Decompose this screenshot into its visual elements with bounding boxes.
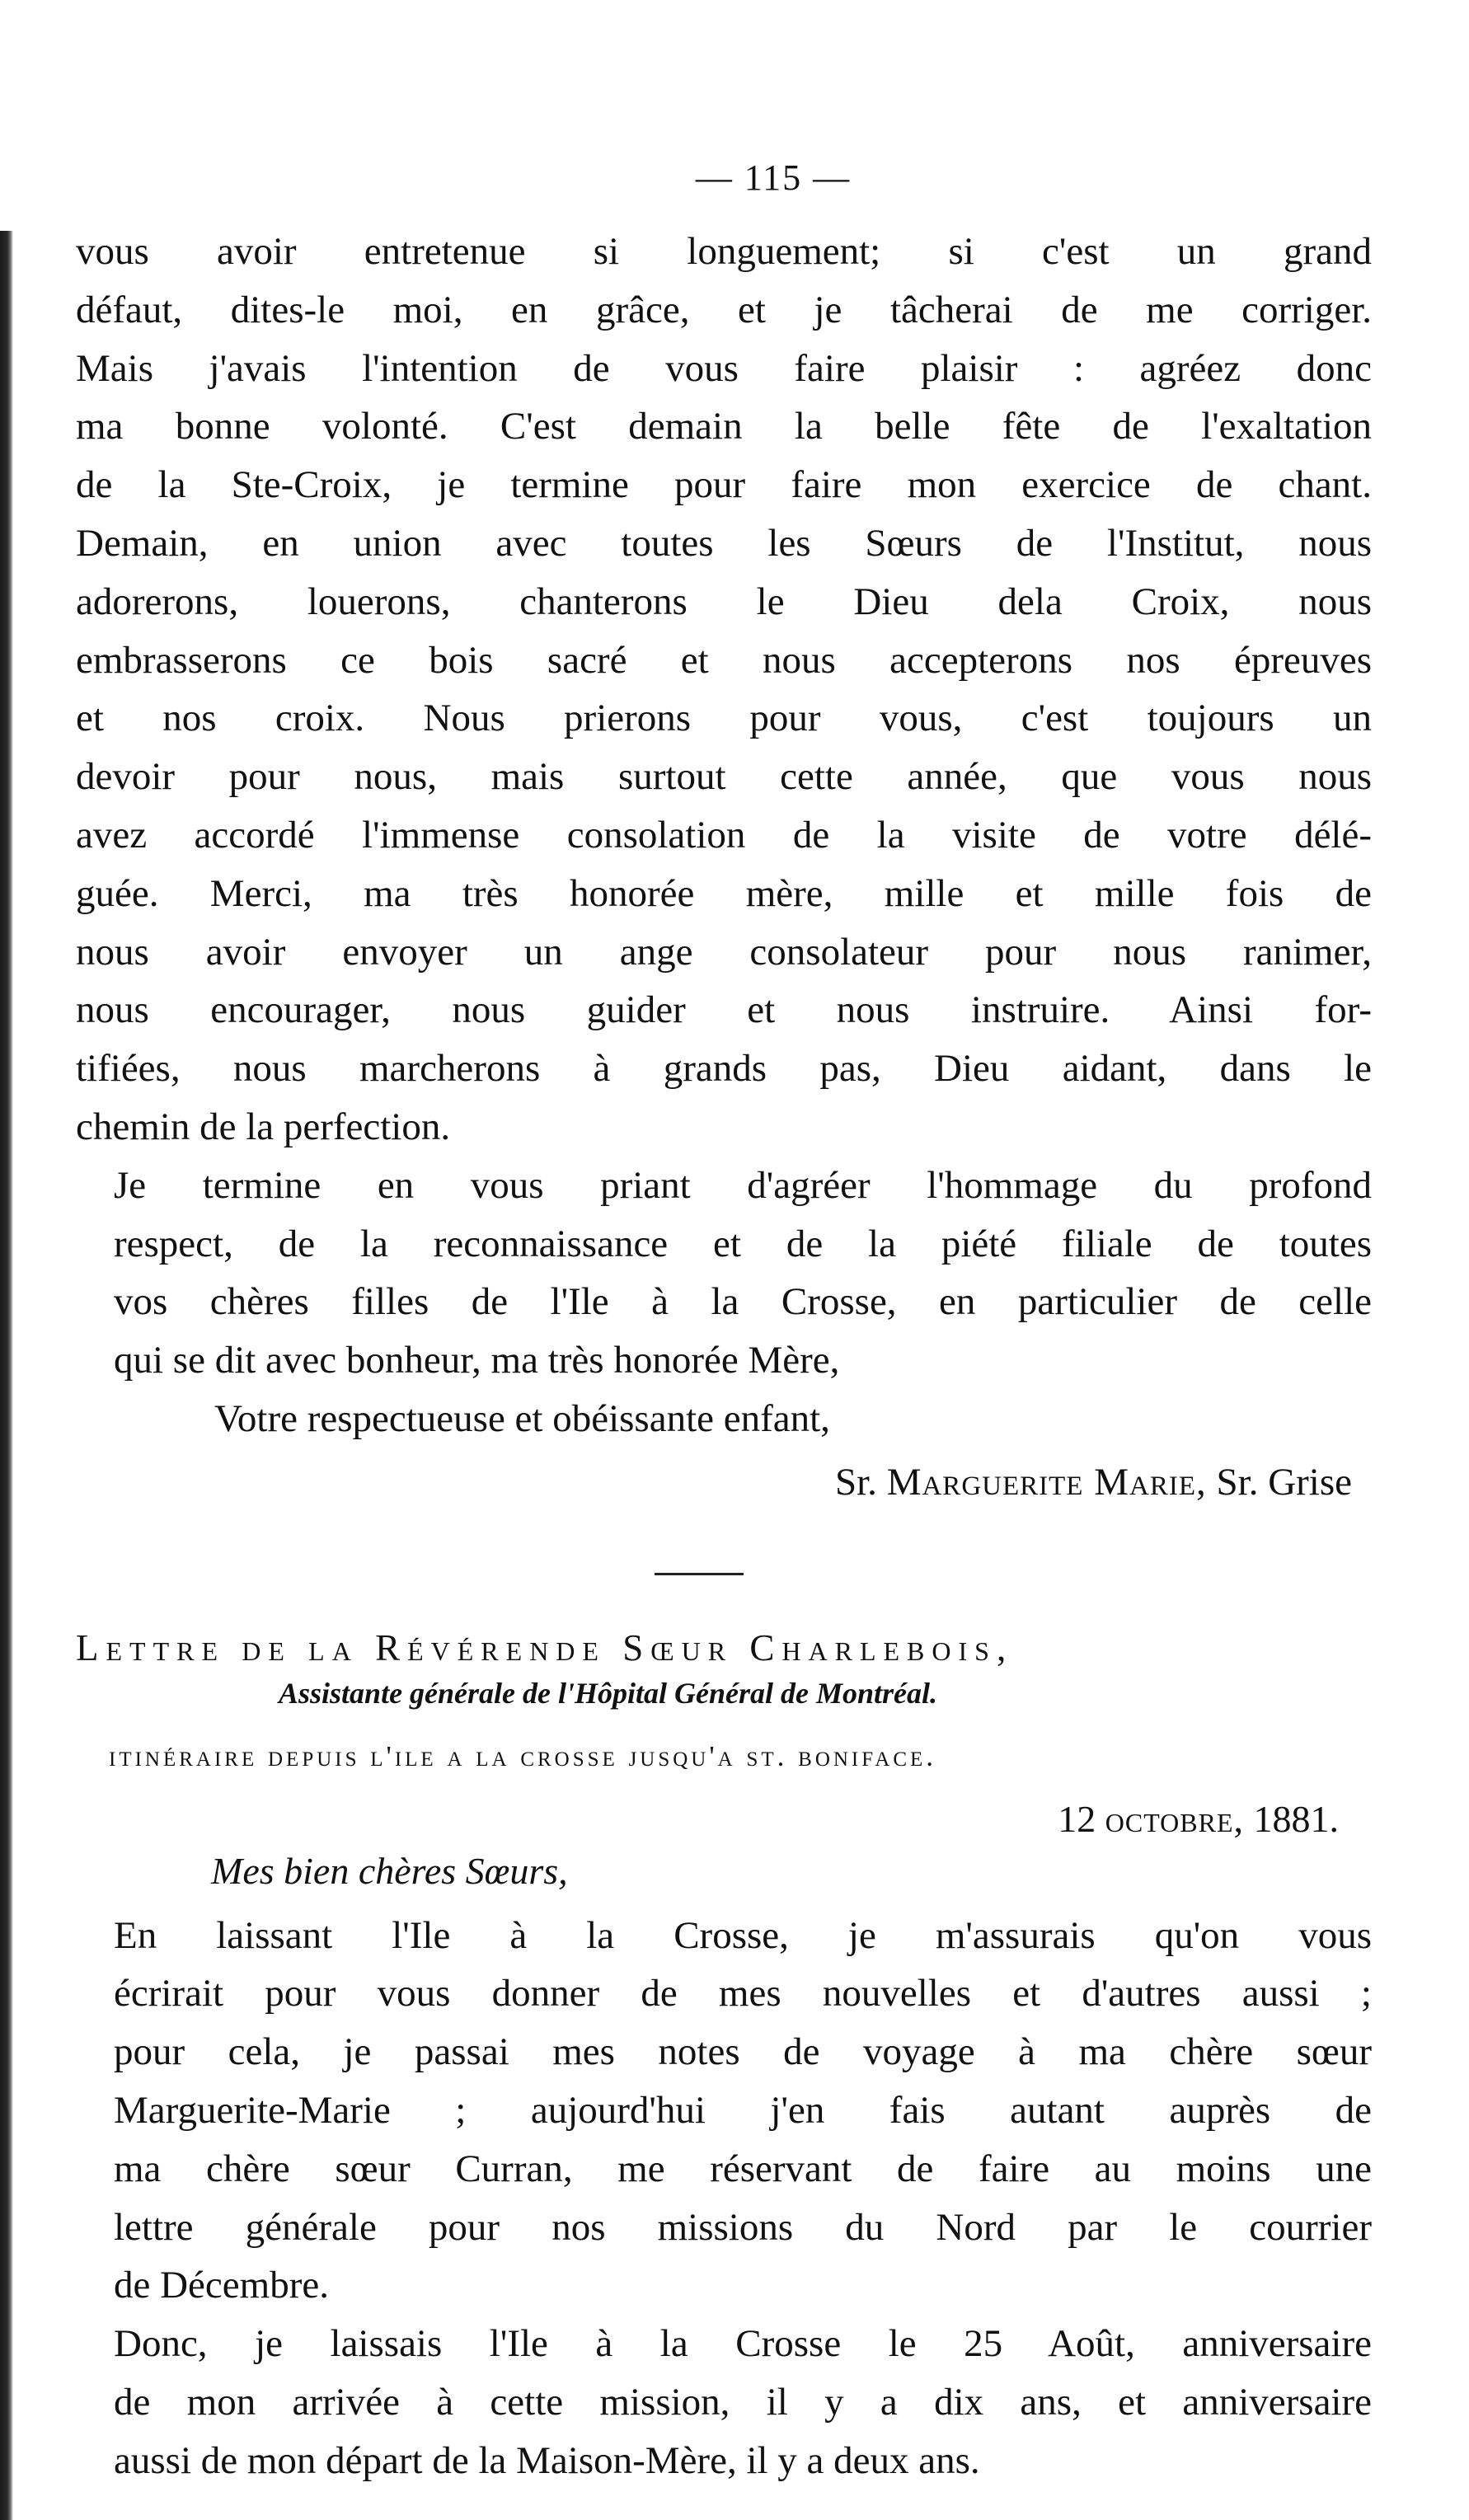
text-line: respect, de la reconnaissance et de la piété filiale de toutes bbox=[114, 1222, 1372, 1265]
binding-edge bbox=[0, 231, 13, 2520]
text-line: vous avoir entretenue si longuement; si c'est un grand bbox=[76, 230, 1372, 273]
letter-heading: Lettre de la Révérende Sœur Charlebois, bbox=[76, 1626, 1014, 1668]
text-line: Demain, en union avec toutes les Sœurs de l'Institut, nous bbox=[76, 521, 1372, 565]
text-line: de mon arrivée à cette mission, il y a dix ans, et anniversaire bbox=[114, 2380, 1372, 2424]
text-line: tifiées, nous marcherons à grands pas, Dieu aidant, dans le bbox=[76, 1047, 1372, 1091]
text-line: adorerons, louerons, chanterons le Dieu dela Croix, nous bbox=[76, 580, 1372, 623]
date-day: 12 bbox=[1058, 1797, 1096, 1840]
paragraph-body bbox=[76, 1907, 1372, 2316]
paragraph-closing bbox=[76, 1157, 1372, 1390]
text-line: Je termine en vous priant d'agréer l'hommage du profond bbox=[114, 1163, 1372, 1207]
paragraph-continued bbox=[76, 223, 1372, 1157]
text-line: écrirait pour vous donner de mes nouvelles et d'autres aussi ; bbox=[114, 1972, 1372, 2016]
text-line: pour cela, je passai mes notes de voyage à ma chère sœur bbox=[114, 2030, 1372, 2074]
signature-suffix: Sr. Grise bbox=[1216, 1460, 1352, 1504]
text-line: embrasserons ce bois sacré et nous accepterons nos épreuves bbox=[76, 638, 1372, 682]
text-line: devoir pour nous, mais surtout cette année, que vous nous bbox=[76, 755, 1372, 799]
signature-name: Marguerite Marie, bbox=[886, 1460, 1207, 1504]
salutation: Mes bien chères Sœurs, bbox=[211, 1849, 568, 1892]
text-line: de Décembre. bbox=[114, 2264, 329, 2307]
signature bbox=[76, 1453, 1372, 1512]
letter-subheading: Assistante générale de l'Hôpital Général de Montréal. bbox=[279, 1676, 937, 1710]
paragraph-body bbox=[76, 2315, 1372, 2489]
itinerary-heading: itinéraire depuis l'ile a la crosse jusqu'a st. boniface. bbox=[109, 1739, 937, 1772]
text-line: Mais j'avais l'intention de vous faire plaisir : agréez donc bbox=[76, 346, 1372, 390]
text-line: et nos croix. Nous prierons pour vous, c'est toujours un bbox=[76, 697, 1372, 740]
book-page bbox=[76, 157, 1372, 2490]
text-line: Marguerite-Marie ; aujourd'hui j'en fais autant auprès de bbox=[114, 2088, 1372, 2132]
section-divider bbox=[655, 1573, 744, 1575]
text-line: lettre générale pour nos missions du Nord par le courrier bbox=[114, 2205, 1372, 2249]
text-line: avez accordé l'immense consolation de la visite de votre délé- bbox=[76, 813, 1372, 856]
text-line: chemin de la perfection. bbox=[76, 1105, 451, 1148]
text-line: Donc, je laissais l'Ile à la Crosse le 25 Août, anniversaire bbox=[114, 2322, 1372, 2366]
text-line: En laissant l'Ile à la Crosse, je m'assurais qu'on vous bbox=[114, 1913, 1372, 1957]
closing-formula: Votre respectueuse et obéissante enfant, bbox=[214, 1396, 830, 1440]
signature-prefix: Sr. bbox=[834, 1460, 877, 1504]
date-year: 1881. bbox=[1253, 1797, 1339, 1840]
page-number: — 115 — bbox=[695, 157, 852, 198]
text-line: ma bonne volonté. C'est demain la belle fête de l'exaltation bbox=[76, 405, 1372, 448]
text-line: de la Ste-Croix, je termine pour faire mon exercice de chant. bbox=[76, 463, 1372, 507]
text-line: guée. Merci, ma très honorée mère, mille et mille fois de bbox=[76, 871, 1372, 915]
text-line: vos chères filles de l'Ile à la Crosse, en particulier de celle bbox=[114, 1280, 1372, 1324]
date-month: octobre, bbox=[1105, 1797, 1244, 1840]
text-line: défaut, dites-le moi, en grâce, et je tâcherai de me corriger. bbox=[76, 288, 1372, 331]
text-line: nous avoir envoyer un ange consolateur pour nous ranimer, bbox=[76, 930, 1372, 974]
text-line: nous encourager, nous guider et nous instruire. Ainsi for- bbox=[76, 988, 1372, 1032]
text-line: ma chère sœur Curran, me réservant de faire au moins une bbox=[114, 2147, 1372, 2190]
text-line: aussi de mon départ de la Maison-Mère, il y a deux ans. bbox=[114, 2438, 980, 2482]
text-line: qui se dit avec bonheur, ma très honorée Mère, bbox=[114, 1339, 840, 1382]
letter-date bbox=[76, 1795, 1372, 1844]
